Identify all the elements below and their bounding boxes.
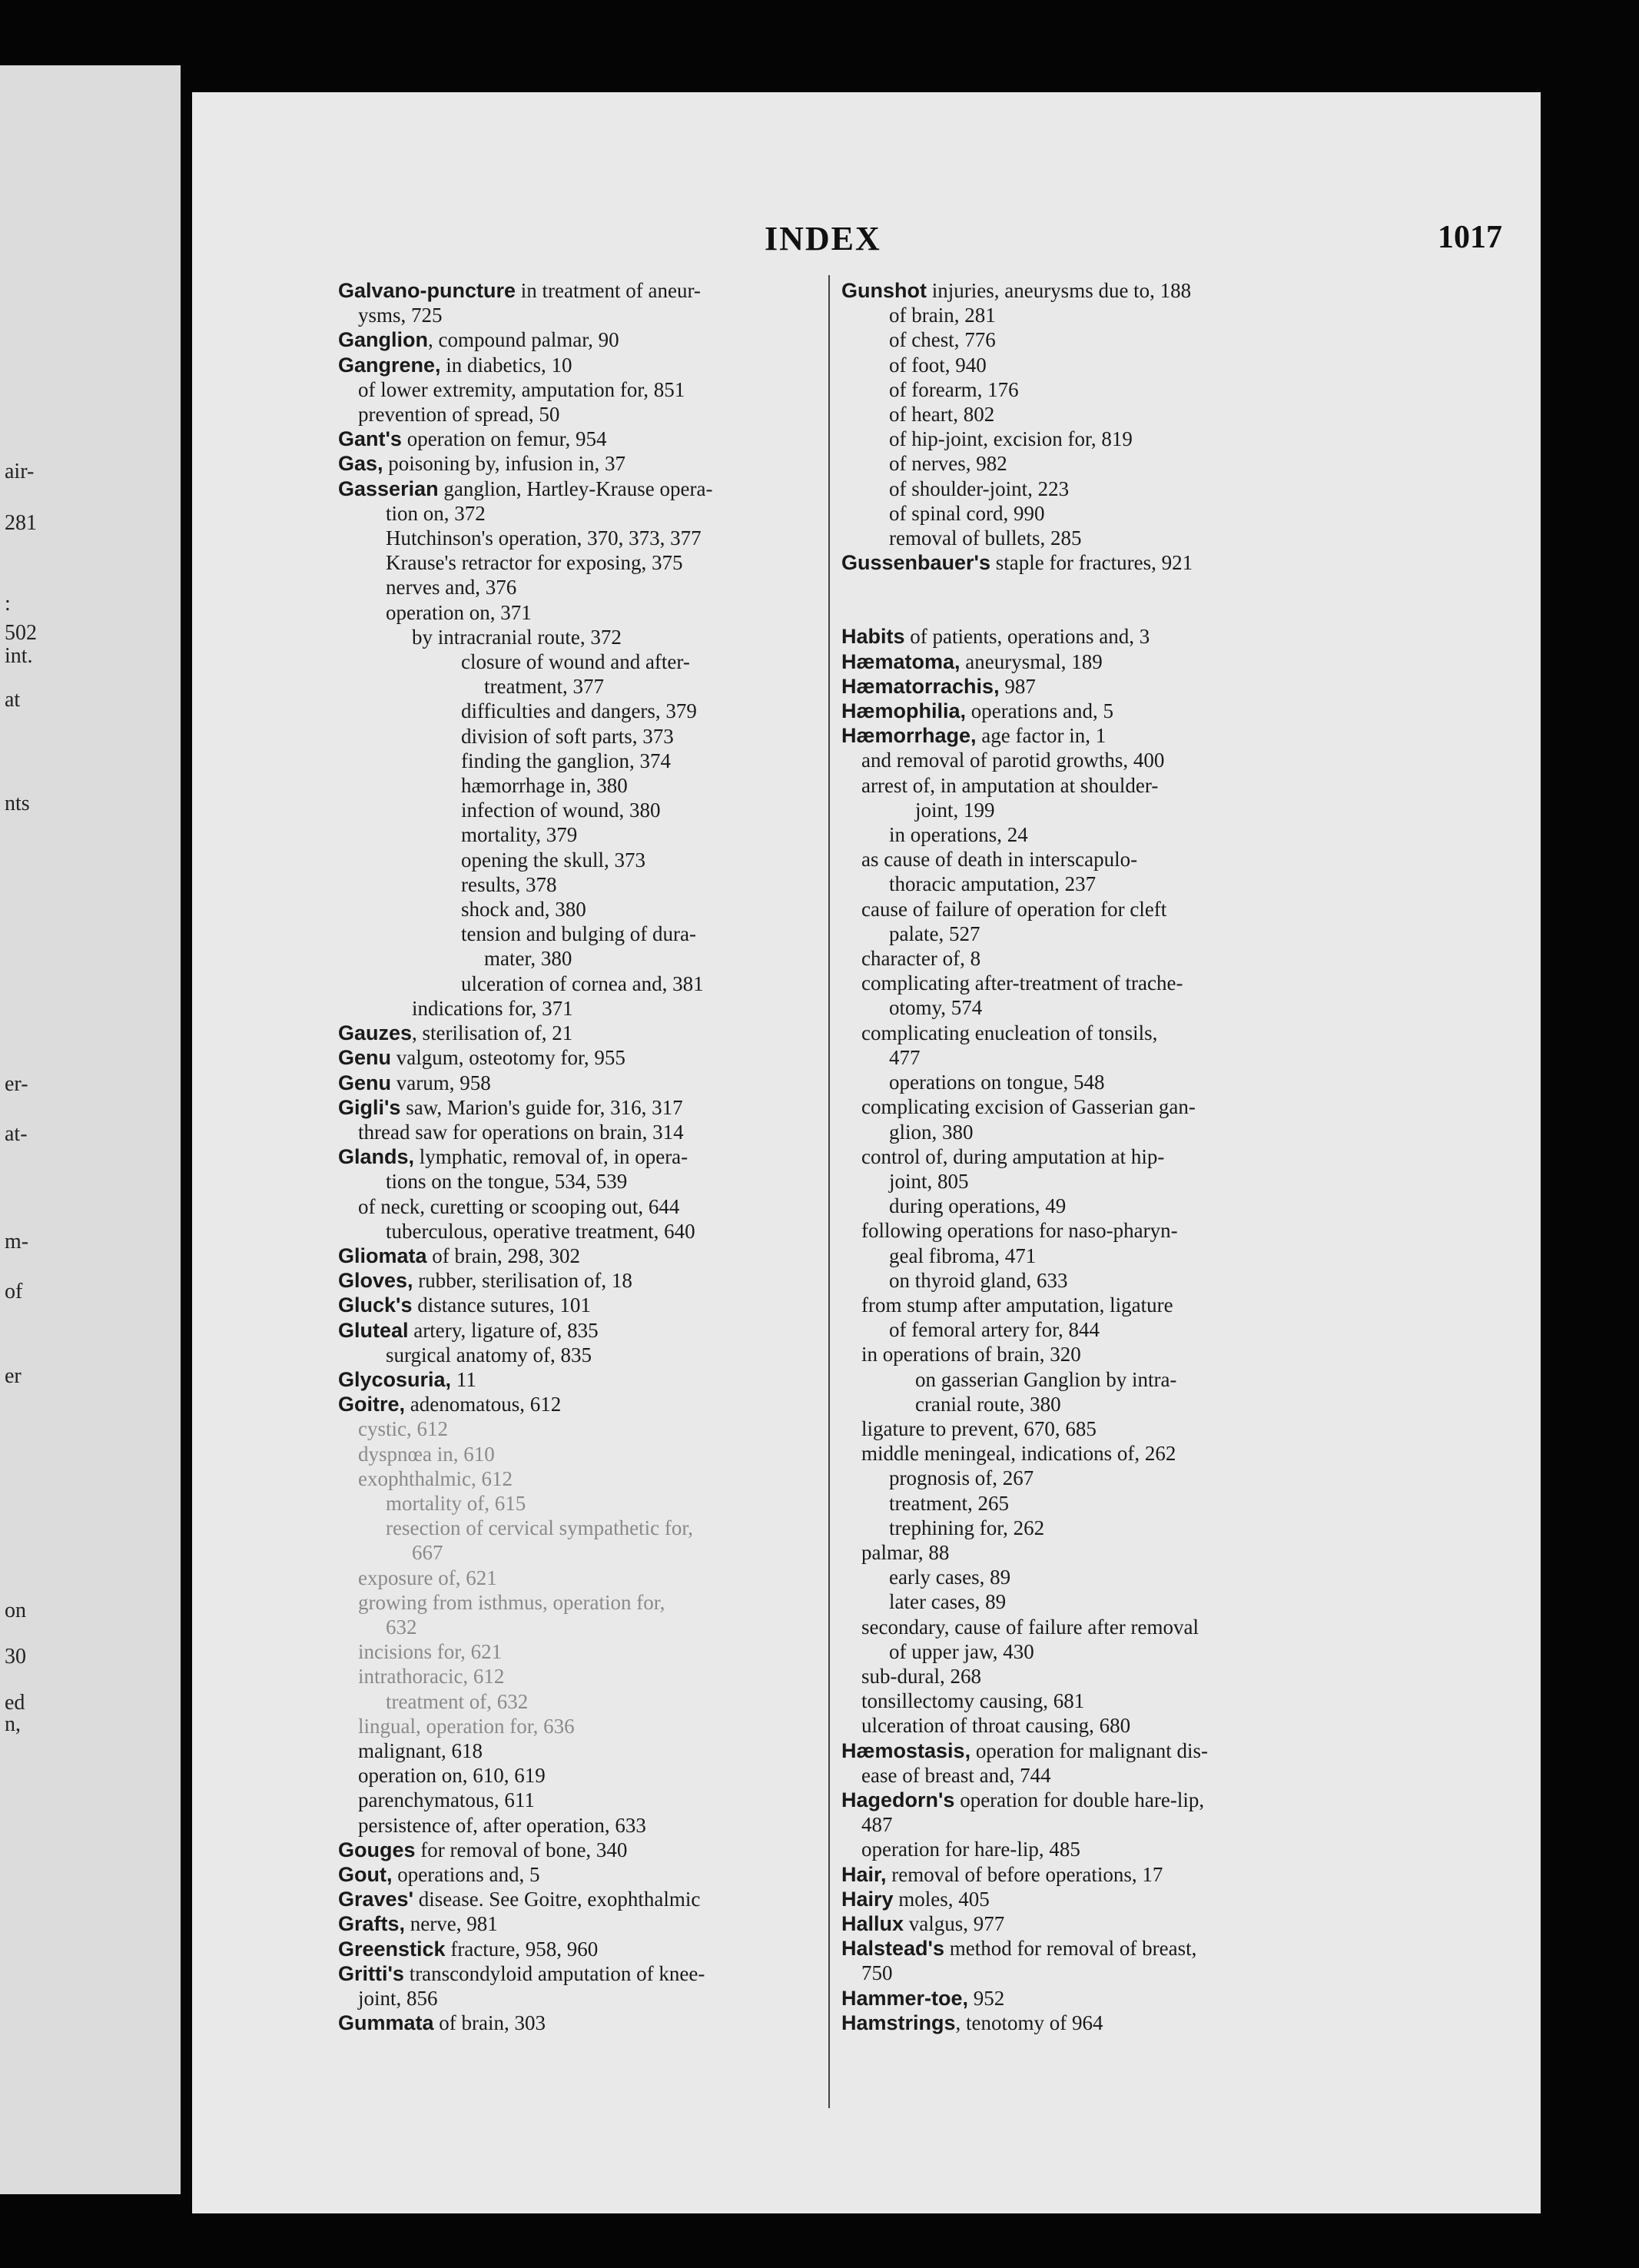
- index-entry-text: prognosis of, 267: [889, 1466, 1034, 1490]
- index-entry: [841, 649, 1491, 674]
- index-entry-text: exophthalmic, 612: [358, 1466, 513, 1490]
- index-subentry: [841, 526, 1491, 550]
- index-entry-text: on thyroid gland, 633: [889, 1268, 1068, 1292]
- index-headword: Galvano-puncture: [338, 279, 516, 302]
- index-subentry: [841, 1689, 1491, 1713]
- index-entry-text: operation on, 371: [386, 600, 532, 624]
- index-entry-text: finding the ganglion, 374: [461, 749, 671, 772]
- index-subentry: [841, 1713, 1491, 1738]
- index-headword: Gluck's: [338, 1293, 413, 1317]
- index-entry-text: growing from isthmus, operation for,: [358, 1590, 665, 1614]
- index-entry: [841, 723, 1491, 748]
- index-entry-text: , tenotomy of 964: [955, 2011, 1103, 2034]
- index-subentry: [841, 1491, 1491, 1516]
- index-entry-text: adenomatous, 612: [405, 1393, 562, 1416]
- index-headword: Hallux: [841, 1912, 904, 1935]
- index-entry-text: removal of bullets, 285: [889, 526, 1082, 550]
- index-entry-text: complicating enucleation of tonsils,: [861, 1021, 1158, 1044]
- index-entry-text: exposure of, 621: [358, 1566, 497, 1589]
- index-entry-text: in operations, 24: [889, 823, 1028, 847]
- index-entry-text: prevention of spread, 50: [358, 403, 560, 427]
- index-entry-text: Krause's retractor for exposing, 375: [386, 551, 683, 575]
- index-subentry: [841, 1812, 1491, 1837]
- index-entry-text: difficulties and dangers, 379: [461, 699, 697, 723]
- index-subentry: [841, 327, 1491, 352]
- index-subentry: [841, 1194, 1491, 1218]
- index-entry-text: disease. See Goitre, exophthalmic: [413, 1888, 701, 1911]
- index-entry-text: ease of breast and, 744: [861, 1763, 1051, 1787]
- index-entry-text: thread saw for operations on brain, 314: [358, 1120, 684, 1144]
- index-entry-text: palmar, 88: [861, 1540, 950, 1564]
- index-entry-text: of hip-joint, excision for, 819: [889, 427, 1133, 451]
- index-entry-text: operations and, 5: [966, 699, 1113, 723]
- index-headword: Hæmophilia,: [841, 699, 967, 723]
- facing-page-fragment: of: [5, 1280, 23, 1303]
- index-entry-text: valgum, osteotomy for, 955: [391, 1046, 625, 1070]
- index-entry-text: joint, 856: [358, 1987, 438, 2011]
- index-entry-text: of forearm, 176: [889, 377, 1019, 401]
- index-entry-text: during operations, 49: [889, 1194, 1067, 1218]
- index-entry-text: 477: [889, 1045, 921, 1069]
- index-subentry: [841, 1589, 1491, 1614]
- index-subentry: [841, 1441, 1491, 1466]
- index-page: [192, 92, 1541, 2213]
- index-entry-text: geal fibroma, 471: [889, 1244, 1037, 1267]
- index-column-right: [841, 278, 1491, 2035]
- index-subentry: [841, 748, 1491, 772]
- index-headword: Hæmostasis,: [841, 1738, 971, 1762]
- index-entry-text: in treatment of aneur-: [516, 279, 701, 302]
- index-subentry: [841, 1392, 1491, 1416]
- index-subentry: [841, 798, 1491, 822]
- index-entry-text: operation for hare-lip, 485: [861, 1838, 1080, 1861]
- index-entry-text: mortality, 379: [461, 823, 578, 847]
- index-subentry: [841, 1045, 1491, 1070]
- index-subentry: [841, 822, 1491, 847]
- index-subentry: [841, 1961, 1491, 1985]
- index-entry-text: moles, 405: [893, 1887, 990, 1911]
- index-subentry: [841, 995, 1491, 1020]
- index-entry-text: persistence of, after operation, 633: [358, 1813, 646, 1837]
- index-headword: Gas,: [338, 452, 383, 476]
- index-entry-text: of brain, 303: [433, 2011, 546, 2035]
- index-entry-text: trephining for, 262: [889, 1516, 1045, 1539]
- index-subentry: [841, 377, 1491, 402]
- index-entry: [841, 674, 1491, 699]
- index-entry-text: control of, during amputation at hip-: [861, 1144, 1165, 1168]
- index-entry-text: in operations of brain, 320: [861, 1343, 1081, 1366]
- index-entry-text: saw, Marion's guide for, 316, 317: [400, 1095, 683, 1119]
- index-entry-text: parenchymatous, 611: [358, 1788, 535, 1812]
- index-headword: Genu: [338, 1071, 392, 1094]
- index-entry-text: of patients, operations and, 3: [904, 625, 1150, 649]
- index-entry-text: dyspnœa in, 610: [358, 1442, 495, 1466]
- index-subentry: [841, 1540, 1491, 1565]
- index-subentry: [841, 501, 1491, 526]
- index-subentry: [841, 1639, 1491, 1664]
- index-entry-text: ulceration of cornea and, 381: [461, 971, 704, 995]
- index-entry-text: staple for fractures, 921: [990, 551, 1193, 575]
- index-entry-text: glion, 380: [889, 1120, 974, 1144]
- facing-page-fragment: m-: [5, 1230, 29, 1254]
- index-entry-text: fracture, 958, 960: [445, 1937, 599, 1961]
- index-entry: [841, 1936, 1491, 1961]
- index-entry-text: ligature to prevent, 670, 685: [861, 1416, 1097, 1440]
- facing-page-fragment: 502: [5, 621, 37, 645]
- index-entry-text: early cases, 89: [889, 1566, 1011, 1589]
- index-entry-text: tension and bulging of dura-: [461, 922, 696, 946]
- index-entry-text: intrathoracic, 612: [358, 1665, 505, 1689]
- index-entry-text: aneurysmal, 189: [960, 649, 1103, 673]
- index-entry-text: malignant, 618: [358, 1738, 483, 1762]
- index-entry-text: distance sutures, 101: [412, 1293, 591, 1317]
- index-entry-text: of spinal cord, 990: [889, 501, 1045, 525]
- index-headword: Graves': [338, 1888, 413, 1911]
- index-entry-text: results, 378: [461, 872, 557, 896]
- index-subentry: [841, 1244, 1491, 1268]
- index-entry-text: secondary, cause of failure after removal: [861, 1615, 1199, 1639]
- facing-page-fragment: ed: [5, 1691, 25, 1715]
- index-headword: Gigli's: [338, 1095, 401, 1119]
- index-subentry: [841, 1763, 1491, 1788]
- index-entry-text: later cases, 89: [889, 1590, 1007, 1614]
- index-entry-text: complicating excision of Gasserian gan-: [861, 1095, 1196, 1119]
- index-entry-text: 952: [968, 1986, 1005, 2010]
- index-entry-text: sub-dural, 268: [861, 1664, 981, 1688]
- facing-page-fragment: nts: [5, 792, 30, 815]
- index-headword: Ganglion: [338, 328, 428, 352]
- index-headword: Gangrene,: [338, 353, 441, 377]
- index-headword: Gunshot: [841, 279, 927, 302]
- index-subentry: [841, 402, 1491, 427]
- index-entry-text: tions on the tongue, 534, 539: [386, 1170, 628, 1194]
- index-entry-text: treatment, 265: [889, 1491, 1009, 1515]
- index-entry-text: treatment, 377: [484, 675, 604, 699]
- index-subentry: [841, 1416, 1491, 1441]
- index-entry-text: operation for double hare-lip,: [954, 1788, 1205, 1811]
- index-subentry: [841, 303, 1491, 327]
- index-headword: Goitre,: [338, 1393, 406, 1416]
- index-entry-text: operation on, 610, 619: [358, 1764, 546, 1788]
- index-entry-text: of neck, curetting or scooping out, 644: [358, 1194, 680, 1218]
- index-headword: Gloves,: [338, 1269, 413, 1293]
- index-entry: [841, 1788, 1491, 1812]
- index-entry-text: cystic, 612: [358, 1417, 448, 1441]
- index-entry-text: operations and, 5: [392, 1863, 540, 1886]
- index-subentry: [841, 1317, 1491, 1342]
- index-entry-text: in diabetics, 10: [440, 353, 572, 377]
- index-entry-text: arrest of, in amputation at shoulder-: [861, 773, 1159, 797]
- facing-page-fragment: at: [5, 688, 21, 712]
- facing-page-fragment: n,: [5, 1712, 21, 1736]
- index-entry-text: incisions for, 621: [358, 1640, 503, 1664]
- index-entry-text: of heart, 802: [889, 403, 995, 427]
- index-entry-text: operation for malignant dis-: [970, 1738, 1208, 1762]
- index-entry-text: 11: [451, 1367, 476, 1391]
- index-entry-text: of chest, 776: [889, 328, 996, 352]
- index-subentry: [841, 1516, 1491, 1540]
- index-entry-text: cause of failure of operation for cleft: [861, 897, 1167, 921]
- index-entry-text: otomy, 574: [889, 996, 983, 1020]
- index-entry-text: ysms, 725: [358, 304, 443, 327]
- index-headword: Gussenbauer's: [841, 551, 990, 575]
- index-entry-text: ulceration of throat causing, 680: [861, 1714, 1131, 1738]
- index-entry-text: nerve, 981: [405, 1912, 498, 1936]
- index-entry-text: of shoulder-joint, 223: [889, 477, 1070, 500]
- index-entry-text: tion on, 372: [386, 501, 486, 525]
- index-entry-text: , sterilisation of, 21: [412, 1021, 573, 1045]
- index-entry-text: on gasserian Ganglion by intra-: [915, 1367, 1177, 1391]
- index-entry-text: from stump after amputation, ligature: [861, 1293, 1173, 1317]
- index-entry: [841, 550, 1491, 575]
- index-entry-text: Hutchinson's operation, 370, 373, 377: [386, 526, 702, 550]
- index-headword: Gliomata: [338, 1244, 427, 1267]
- index-subentry: [841, 1664, 1491, 1689]
- index-entry-text: of nerves, 982: [889, 452, 1007, 476]
- index-entry-text: of foot, 940: [889, 353, 987, 377]
- index-entry-text: surgical anatomy of, 835: [386, 1343, 592, 1366]
- index-entry-text: 987: [999, 674, 1036, 698]
- index-subentry: [841, 1466, 1491, 1490]
- index-entry: [841, 1887, 1491, 1911]
- index-entry-text: of brain, 281: [889, 304, 996, 327]
- index-subentry: [841, 872, 1491, 896]
- index-entry: [841, 1986, 1491, 2011]
- facing-page-fragment: er: [5, 1364, 22, 1388]
- index-headword: Gummata: [338, 2011, 434, 2035]
- index-headword: Gant's: [338, 427, 402, 451]
- index-entry-text: rubber, sterilisation of, 18: [413, 1269, 632, 1293]
- index-entry-text: middle meningeal, indications of, 262: [861, 1442, 1176, 1466]
- index-entry-text: palate, 527: [889, 921, 980, 945]
- index-entry-text: 667: [412, 1541, 443, 1565]
- letter-section-gap: [841, 575, 1491, 624]
- index-entry-text: valgus, 977: [904, 1912, 1005, 1935]
- index-entry-text: of lower extremity, amputation for, 851: [358, 377, 685, 401]
- index-entry-text: varum, 958: [391, 1071, 491, 1094]
- facing-page-fragment: :: [5, 592, 11, 616]
- index-headword: Hairy: [841, 1887, 894, 1911]
- facing-page-fragment: 30: [5, 1645, 26, 1669]
- index-headword: Genu: [338, 1046, 392, 1070]
- index-subentry: [841, 1615, 1491, 1639]
- index-entry-text: closure of wound and after-: [461, 650, 690, 674]
- index-entry-text: joint, 805: [889, 1169, 969, 1193]
- index-headword: Gasserian: [338, 477, 439, 500]
- index-subentry: [841, 847, 1491, 872]
- index-headword: Hagedorn's: [841, 1788, 955, 1811]
- index-entry-text: character of, 8: [861, 947, 981, 971]
- index-entry: [841, 2011, 1491, 2035]
- index-entry-text: for removal of bone, 340: [415, 1838, 628, 1861]
- index-headword: Hamstrings: [841, 2011, 956, 2034]
- index-subentry: [841, 1565, 1491, 1589]
- index-entry-text: lingual, operation for, 636: [358, 1714, 575, 1738]
- index-entry-text: artery, ligature of, 835: [408, 1318, 599, 1342]
- index-subentry: [841, 1094, 1491, 1119]
- index-entry-text: division of soft parts, 373: [461, 724, 674, 748]
- index-entry-text: treatment of, 632: [386, 1689, 529, 1713]
- index-entry-text: as cause of death in interscapulo-: [861, 848, 1138, 872]
- index-headword: Hammer-toe,: [841, 1986, 969, 2010]
- index-subentry: [841, 1070, 1491, 1094]
- index-entry-text: nerves and, 376: [386, 576, 517, 599]
- index-entry-text: of upper jaw, 430: [889, 1639, 1034, 1663]
- facing-page-fragment: on: [5, 1599, 26, 1622]
- index-headword: Gauzes: [338, 1021, 413, 1045]
- index-entry-text: of femoral artery for, 844: [889, 1318, 1100, 1342]
- index-headword: Hæmorrhage,: [841, 724, 977, 748]
- index-subentry: [841, 1021, 1491, 1045]
- index-headword: Grafts,: [338, 1912, 406, 1936]
- page-number: 1017: [1438, 220, 1502, 255]
- index-headword: Hæmatoma,: [841, 649, 961, 673]
- index-entry: [841, 278, 1491, 303]
- index-subentry: [841, 897, 1491, 921]
- index-entry-text: 487: [861, 1813, 893, 1837]
- index-entry: [841, 699, 1491, 723]
- index-entry-text: transcondyloid amputation of knee-: [403, 1961, 705, 1985]
- index-headword: Gout,: [338, 1863, 393, 1886]
- index-entry-text: indications for, 371: [412, 996, 573, 1020]
- running-title: INDEX: [765, 220, 881, 257]
- index-entry-text: following operations for naso-pharyn-: [861, 1219, 1178, 1243]
- index-entry: [841, 1911, 1491, 1936]
- index-entry-text: opening the skull, 373: [461, 848, 645, 872]
- index-headword: Gouges: [338, 1838, 416, 1861]
- index-subentry: [841, 971, 1491, 995]
- index-subentry: [841, 1342, 1491, 1366]
- index-subentry: [841, 773, 1491, 798]
- index-entry-text: by intracranial route, 372: [412, 625, 622, 649]
- index-headword: Glands,: [338, 1145, 415, 1169]
- index-entry-text: hæmorrhage in, 380: [461, 774, 628, 798]
- index-entry-text: of brain, 298, 302: [426, 1244, 580, 1267]
- index-entry-text: tonsillectomy causing, 681: [861, 1689, 1085, 1713]
- facing-page-fragment: at-: [5, 1122, 28, 1146]
- index-entry-text: lymphatic, removal of, in opera-: [414, 1145, 688, 1169]
- index-headword: Hair,: [841, 1862, 887, 1886]
- index-entry-text: resection of cervical sympathetic for,: [386, 1516, 693, 1540]
- index-subentry: [841, 1268, 1491, 1293]
- index-subentry: [841, 1367, 1491, 1392]
- index-subentry: [841, 1293, 1491, 1317]
- index-entry: [841, 1862, 1491, 1887]
- index-entry: [841, 624, 1491, 649]
- index-subentry: [841, 1120, 1491, 1144]
- index-subentry: [841, 427, 1491, 451]
- index-subentry: [841, 921, 1491, 946]
- index-entry-text: infection of wound, 380: [461, 799, 661, 822]
- index-entry-text: , compound palmar, 90: [428, 328, 619, 352]
- index-headword: Hæmatorrachis,: [841, 674, 1000, 698]
- index-entry-text: method for removal of breast,: [944, 1937, 1197, 1961]
- index-entry-text: removal of before operations, 17: [886, 1862, 1163, 1886]
- index-entry-text: age factor in, 1: [976, 724, 1106, 748]
- index-entry-text: and removal of parotid growths, 400: [861, 749, 1165, 772]
- index-headword: Glycosuria,: [338, 1367, 452, 1391]
- facing-page-edge: [0, 65, 181, 2194]
- index-entry-text: cranial route, 380: [915, 1392, 1061, 1416]
- index-headword: Gritti's: [338, 1961, 404, 1985]
- index-entry-text: injuries, aneurysms due to, 188: [926, 279, 1192, 302]
- facing-page-fragment: er-: [5, 1072, 28, 1096]
- index-entry-text: thoracic amputation, 237: [889, 872, 1097, 896]
- index-entry-text: ganglion, Hartley-Krause opera-: [438, 477, 713, 500]
- index-entry-text: joint, 199: [915, 798, 995, 822]
- index-headword: Gluteal: [338, 1318, 409, 1342]
- index-subentry: [841, 353, 1491, 377]
- index-headword: Habits: [841, 625, 905, 649]
- index-entry: [841, 1738, 1491, 1763]
- index-entry-text: operations on tongue, 548: [889, 1071, 1105, 1094]
- index-entry-text: tuberculous, operative treatment, 640: [386, 1219, 695, 1243]
- index-entry-text: operation on femur, 954: [401, 427, 607, 451]
- facing-page-fragment: int.: [5, 644, 33, 668]
- index-entry-text: mater, 380: [484, 947, 572, 971]
- index-entry-text: 632: [386, 1615, 417, 1639]
- index-subentry: [841, 946, 1491, 971]
- index-subentry: [841, 1169, 1491, 1194]
- index-entry-text: poisoning by, infusion in, 37: [383, 452, 626, 476]
- facing-page-fragment: air-: [5, 460, 35, 483]
- index-headword: Greenstick: [338, 1937, 446, 1961]
- index-subentry: [841, 1218, 1491, 1243]
- index-entry-text: complicating after-treatment of trache-: [861, 971, 1183, 995]
- index-subentry: [841, 1144, 1491, 1169]
- index-subentry: [841, 451, 1491, 476]
- page-header: [192, 219, 1541, 265]
- facing-page-fragment: 281: [5, 511, 37, 535]
- index-entry-text: 750: [861, 1961, 893, 1985]
- index-headword: Halstead's: [841, 1937, 944, 1961]
- index-subentry: [841, 477, 1491, 501]
- index-subentry: [841, 1837, 1491, 1861]
- index-entry-text: shock and, 380: [461, 898, 586, 921]
- index-entry-text: mortality of, 615: [386, 1491, 526, 1515]
